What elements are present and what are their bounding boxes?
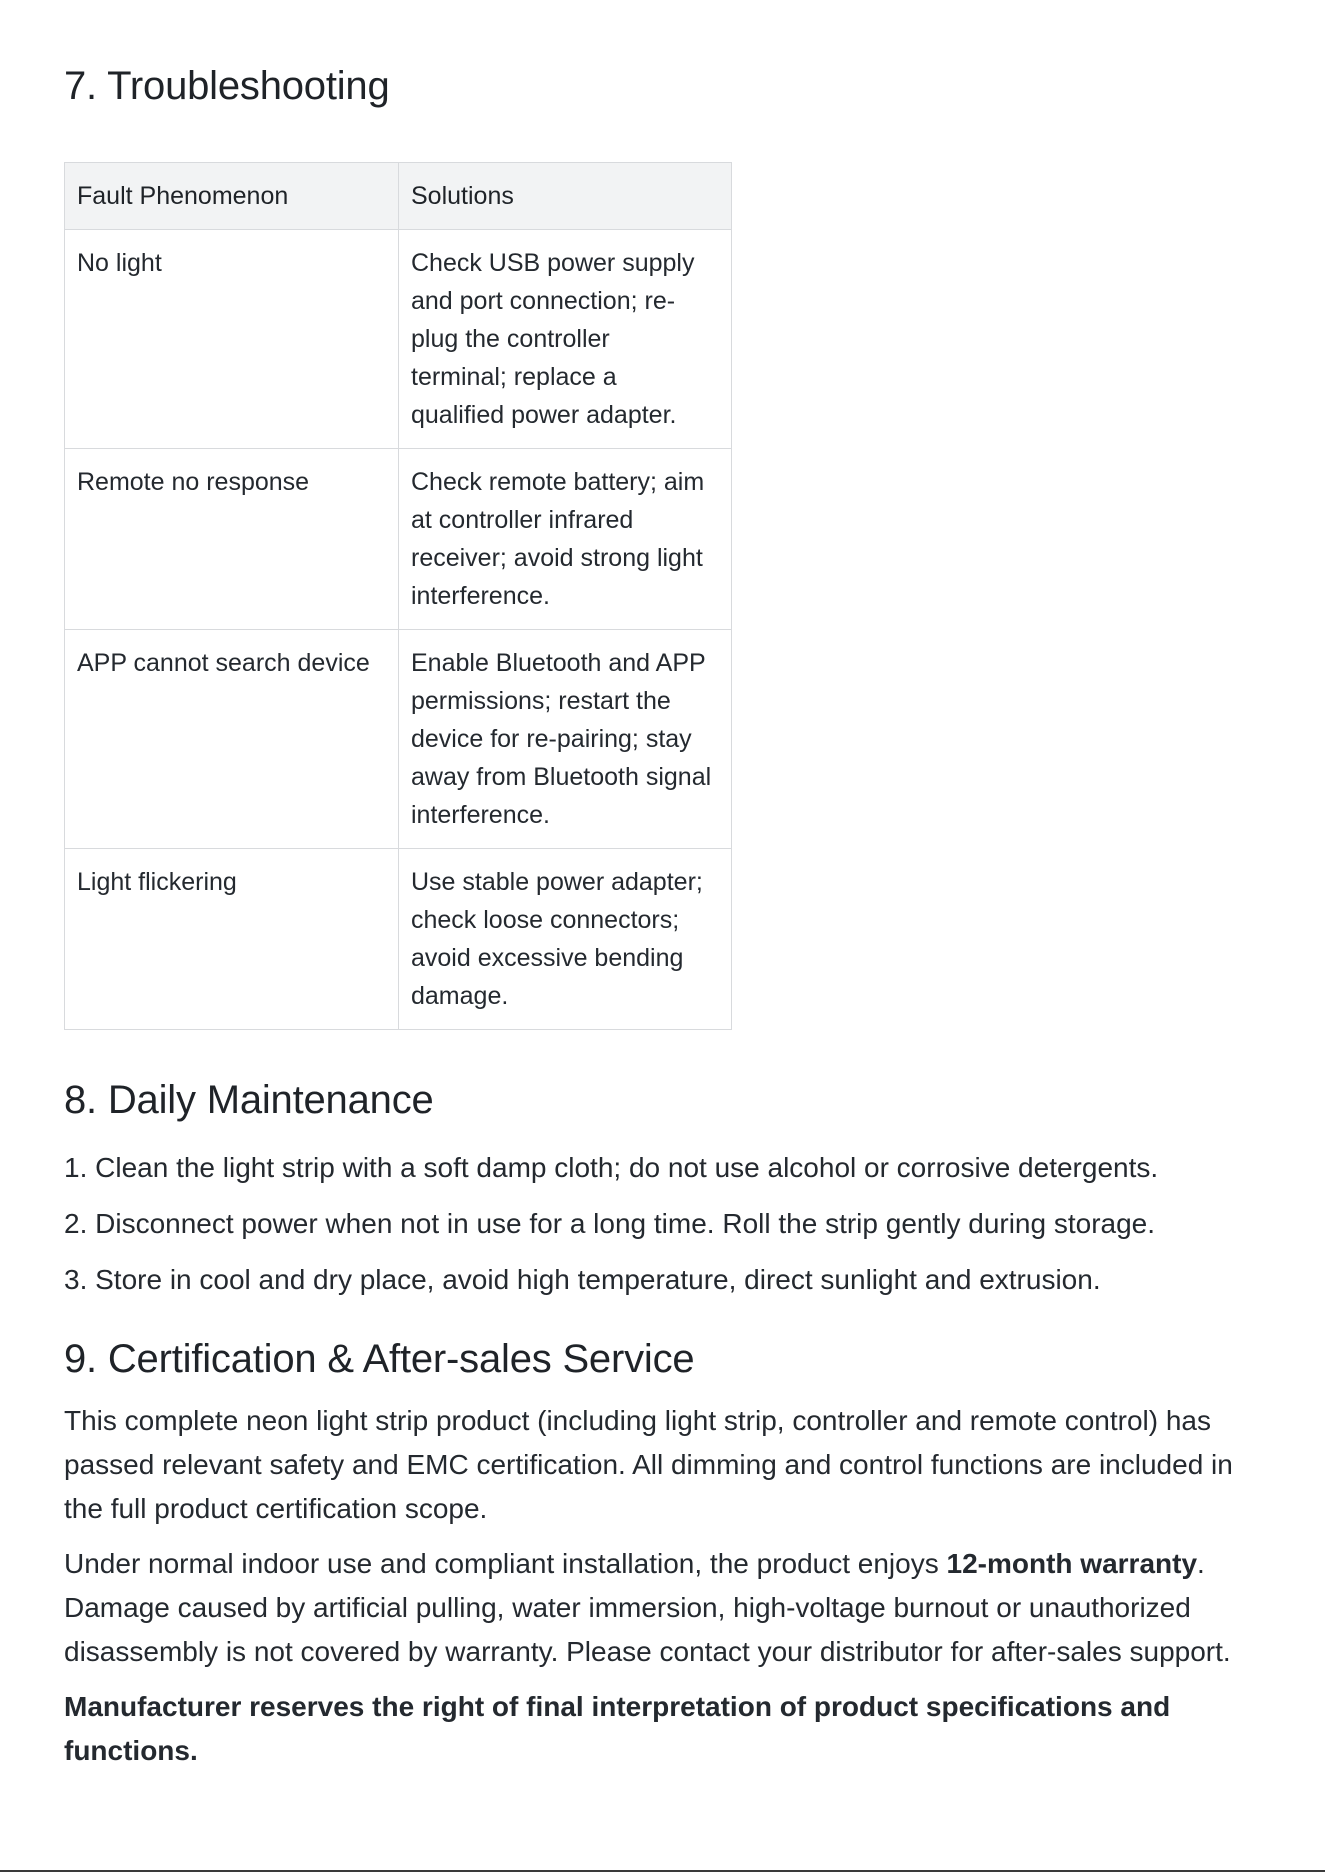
- solution-line: terminal; replace a: [411, 363, 617, 391]
- solution-cell: [399, 230, 732, 449]
- table-header-row: [65, 163, 732, 230]
- list-item: 3. Store in cool and dry place, avoid high temperature, direct sunlight and extrusion.: [64, 1264, 1101, 1295]
- solution-line: plug the controller: [411, 325, 610, 353]
- table-row: [65, 849, 732, 1030]
- solution-line: Check remote battery; aim: [411, 468, 705, 496]
- solution-cell: [399, 630, 732, 849]
- section-heading-certification: 9. Certification & After-sales Service: [64, 1337, 695, 1381]
- solution-line: qualified power adapter.: [411, 401, 677, 429]
- solution-line: avoid excessive bending: [411, 944, 684, 972]
- warranty-paragraph: [64, 1542, 1254, 1674]
- section-heading-maintenance: 8. Daily Maintenance: [64, 1078, 434, 1122]
- solution-line: Enable Bluetooth and APP: [411, 649, 706, 677]
- certification-paragraph: This complete neon light strip product (including light strip, controller and remote control) has passed relevant safety and EMC certification. All dimming and control functions are included in the full product certification scope.: [64, 1405, 1233, 1524]
- maintenance-list: [64, 1140, 1158, 1308]
- solution-line: receiver; avoid strong light: [411, 544, 703, 572]
- table-row: [65, 630, 732, 849]
- solution-line: Check USB power supply: [411, 249, 695, 277]
- solution-line: permissions; restart the: [411, 687, 671, 715]
- solution-line: away from Bluetooth signal: [411, 763, 712, 791]
- section-heading-troubleshooting: 7. Troubleshooting: [64, 64, 390, 108]
- solution-line: at controller infrared: [411, 506, 634, 534]
- list-item: 1. Clean the light strip with a soft damp cloth; do not use alcohol or corrosive detergents.: [64, 1152, 1159, 1183]
- warranty-text-start: Under normal indoor use and compliant installation, the product enjoys: [64, 1548, 947, 1579]
- solution-line: and port connection; re-: [411, 287, 676, 315]
- solution-line: Use stable power adapter;: [411, 868, 703, 896]
- fault-cell: No light: [65, 230, 399, 449]
- fault-cell: Remote no response: [65, 449, 399, 630]
- column-header-fault: Fault Phenomenon: [65, 163, 399, 230]
- solution-cell: [399, 449, 732, 630]
- solution-line: damage.: [411, 982, 509, 1010]
- table-row: [65, 449, 732, 630]
- fault-cell: APP cannot search device: [65, 630, 399, 849]
- solution-line: interference.: [411, 582, 550, 610]
- solution-cell: [399, 849, 732, 1030]
- warranty-text-end: . Damage caused by artificial pulling, water immersion, high-voltage burnout or unauthorized disassembly is not covered by warranty. Please contact your distributor for after-sales support.: [64, 1548, 1231, 1667]
- troubleshooting-table: [64, 162, 732, 1030]
- fault-cell: Light flickering: [65, 849, 399, 1030]
- solution-line: interference.: [411, 801, 550, 829]
- manufacturer-disclaimer: Manufacturer reserves the right of final interpretation of product specifications and functions.: [64, 1691, 1171, 1766]
- solution-line: check loose connectors;: [411, 906, 680, 934]
- warranty-period: 12-month warranty: [946, 1548, 1198, 1579]
- column-header-solutions: Solutions: [399, 163, 732, 230]
- solution-line: device for re-pairing; stay: [411, 725, 692, 753]
- table-row: [65, 230, 732, 449]
- list-item: 2. Disconnect power when not in use for a long time. Roll the strip gently during storage.: [64, 1208, 1156, 1239]
